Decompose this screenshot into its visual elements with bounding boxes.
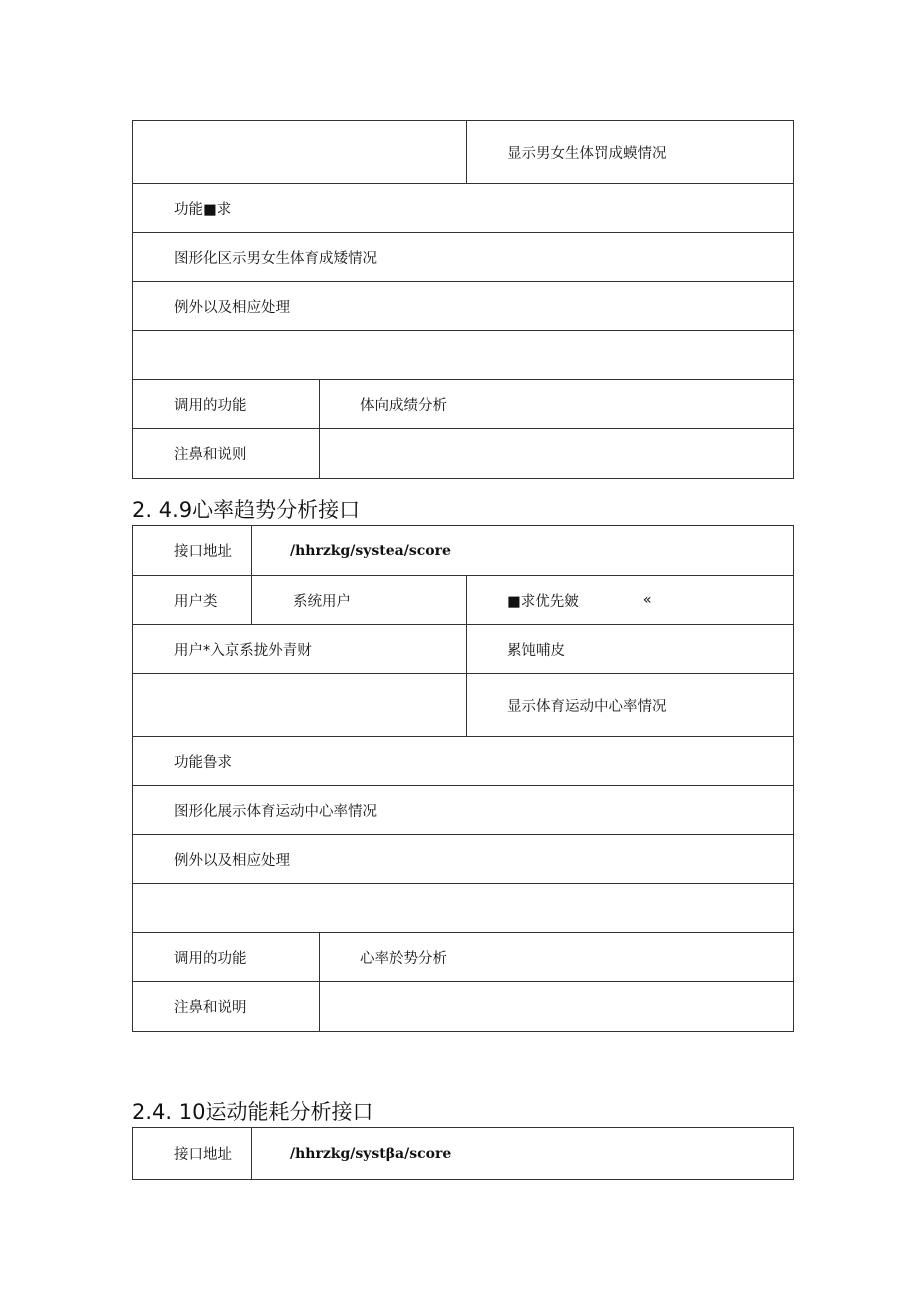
t2-exc-label: 例外以及相应处理 — [132, 834, 794, 884]
t1-func-desc: 图形化区示男女生体育成矮情况 — [132, 232, 794, 282]
t2-call-value: 心率於势分析 — [319, 932, 794, 982]
t1-func-label: 功能■求 — [132, 183, 794, 233]
t1-note-value — [319, 428, 794, 479]
t2-func-label: 功能鲁求 — [132, 736, 794, 786]
t1-exc-label: 例外以及相应处理 — [132, 281, 794, 331]
t1-call-value: 体向成绩分析 — [319, 379, 794, 429]
t2-usertype-value: 系统用户 — [251, 575, 467, 625]
t2-priority-cell — [466, 575, 794, 625]
t2-entry-value: 累饨哺皮 — [466, 624, 794, 674]
section-heading-heart-rate: 2. 4.9心率趋势分析接口 — [132, 498, 361, 522]
t2-call-label: 调用的功能 — [132, 932, 320, 982]
t2-entry-label: 用户*入京系拢外青财 — [132, 624, 467, 674]
t2-exc-empty — [132, 883, 794, 933]
t2-note-label: 注鼻和说明 — [132, 981, 320, 1032]
t2-display-left — [132, 673, 467, 737]
t1-call-label: 调用的功能 — [132, 379, 320, 429]
t2-addr-label: 接口地址 — [132, 525, 252, 576]
t1-row0-right: 显示男女生体罚成蟆情况 — [466, 120, 794, 184]
t1-row0-left — [132, 120, 467, 184]
t2-func-desc: 图形化展示体育运动中心率情况 — [132, 785, 794, 835]
t1-note-label: 注鼻和说则 — [132, 428, 320, 479]
t2-priority-mark: « — [642, 592, 652, 608]
t2-usertype-label: 用户类 — [132, 575, 252, 625]
section-heading-energy: 2.4. 10运动能耗分析接口 — [132, 1100, 374, 1124]
t3-addr-value: /hhrzkg/systβa/score — [251, 1127, 794, 1180]
t2-addr-value: /hhrzkg/systea/score — [251, 525, 794, 576]
t2-priority-label: ■求优先皴 — [507, 593, 579, 610]
t3-addr-label: 接口地址 — [132, 1127, 252, 1180]
t2-display-value: 显示体育运动中心率情况 — [466, 673, 794, 737]
t2-note-value — [319, 981, 794, 1032]
t1-exc-empty — [132, 330, 794, 380]
